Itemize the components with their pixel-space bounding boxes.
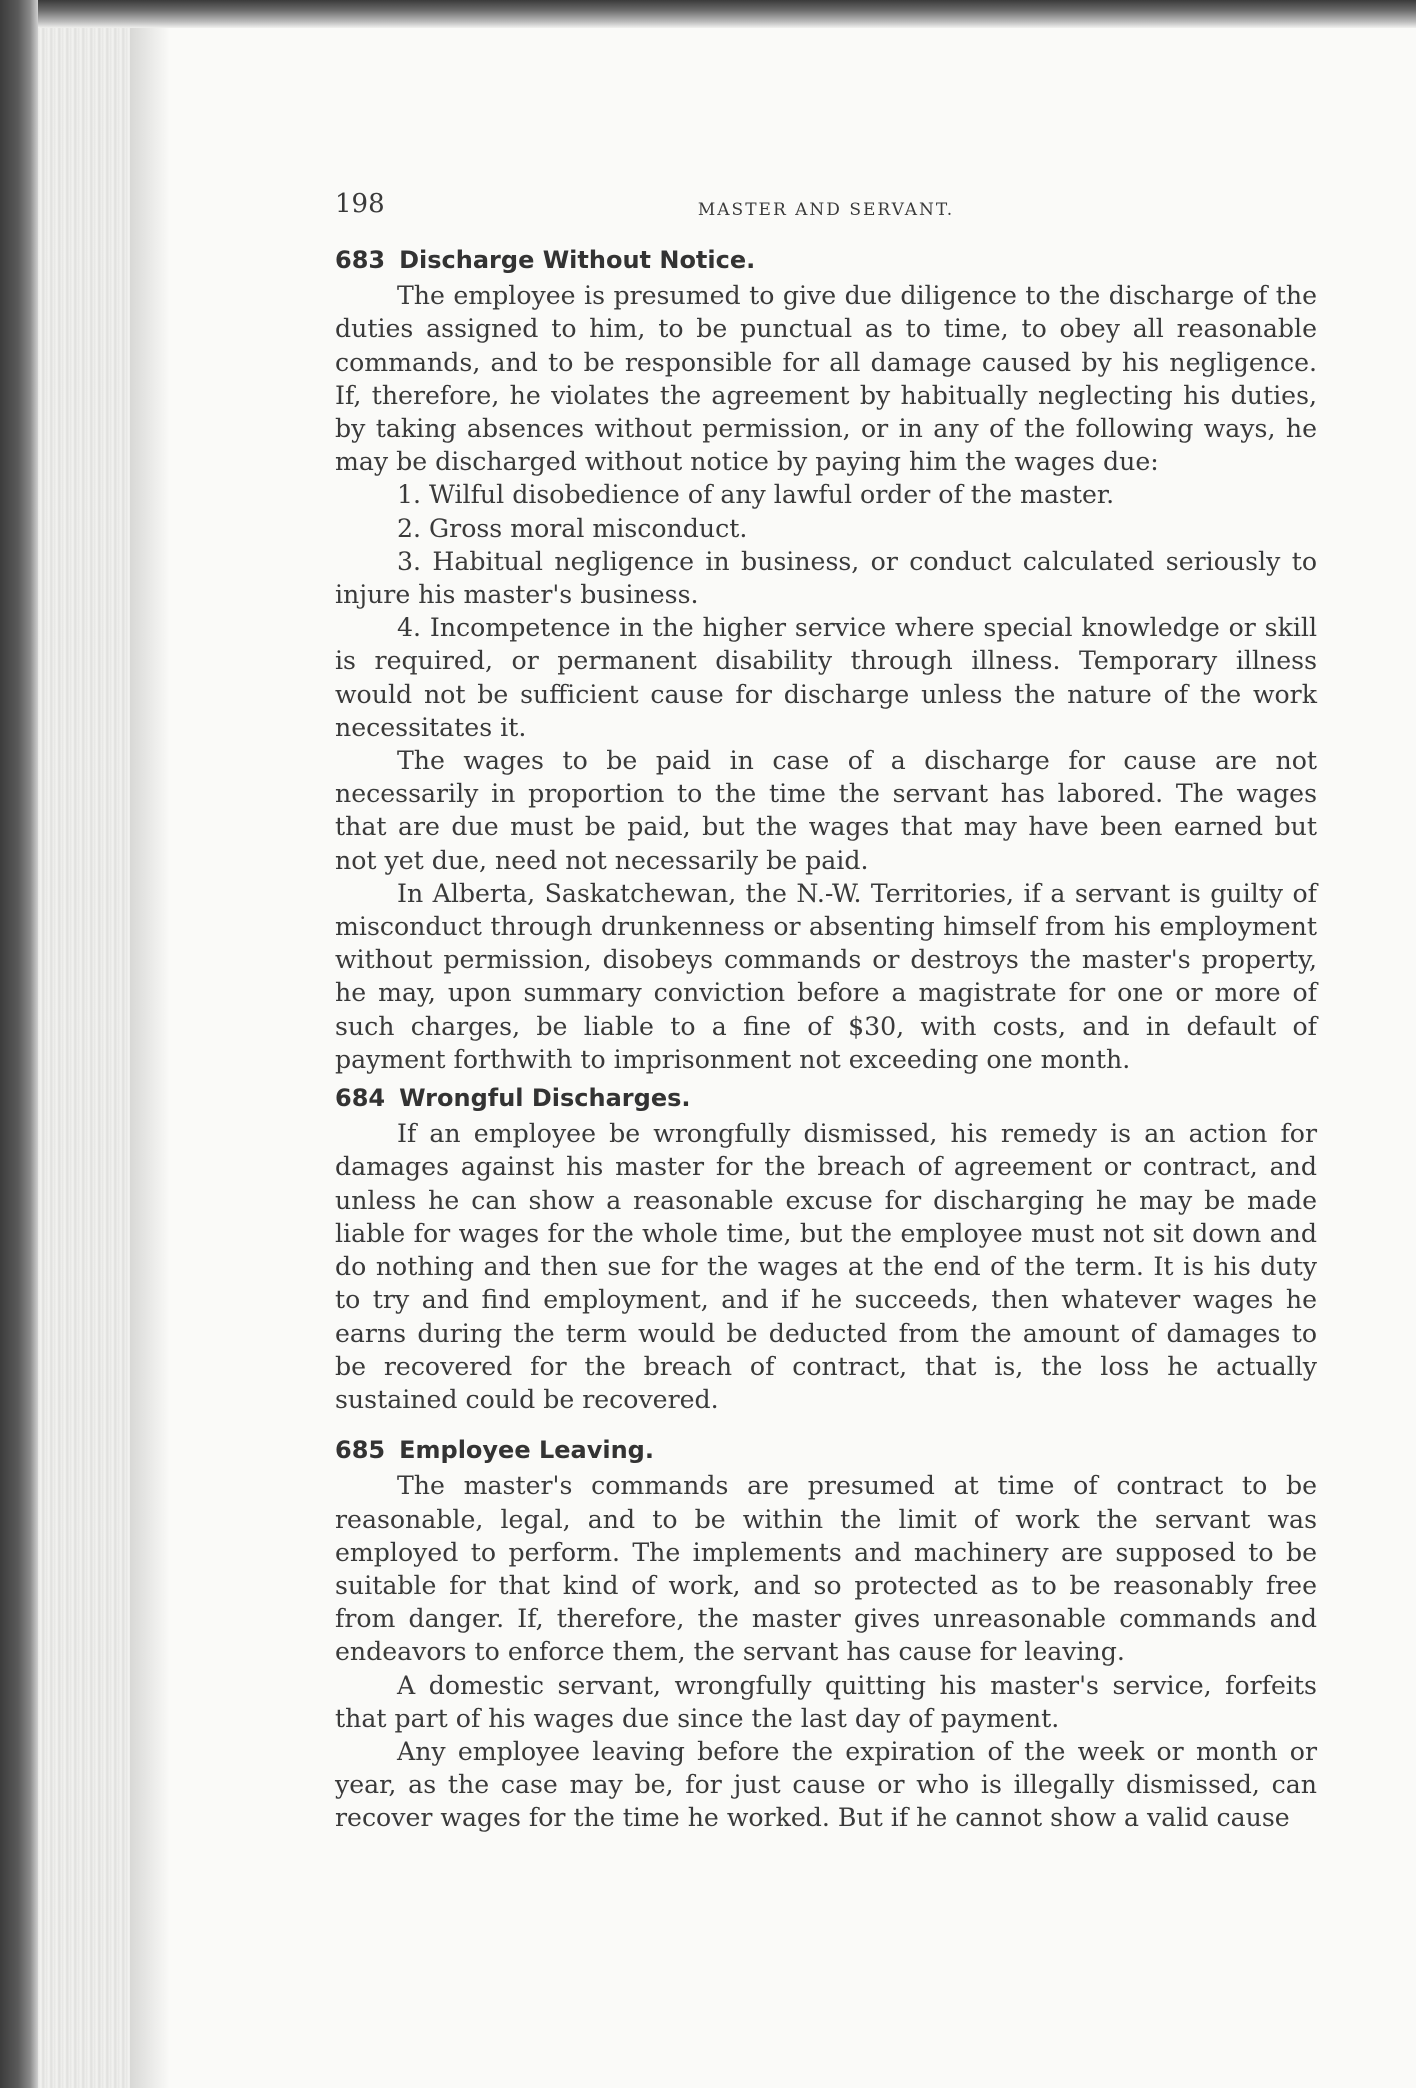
paragraph: In Alberta, Saskatchewan, the N.-W. Territories, if a servant is guilty of misconduct through drunkenness or absenting himself from his employment without permission, disobeys commands or destroys the master's property, he may, upon summary conviction before a magistrate for one or more of such charges, be liable to a fine of $30, with costs, and in default of payment forthwith to imprisonment not exceeding one month. xyxy=(335,878,1317,1074)
running-title: MASTER AND SERVANT. xyxy=(697,200,955,220)
section-number: 684 xyxy=(335,1084,386,1113)
section-685 xyxy=(335,1434,1317,1834)
paragraph: Any employee leaving before the expiration of the week or month or year, as the case may be, for just cause or who is illegally dismissed, can recover wages for the time he worked. But if he cannot show a valid cause xyxy=(335,1736,1317,1833)
paragraph: If an employee be wrongfully dismissed, his remedy is an action for damages against his master for the breach of agreement or contract, and unless he can show a reasonable excuse for discharging he may be made liable for wages for the whole time, but the employee must not sit down and do nothing and then sue for the wages at the end of the term. It is his duty to try and find employment, and if he succeeds, then whatever wages he earns during the term would be deducted from the amount of damages to be recovered for the breach of contract, that is, the loss he actually sustained could be recovered. xyxy=(335,1119,1317,1414)
scan-top-border xyxy=(0,0,1416,28)
book-page-edges xyxy=(38,28,138,2088)
section-heading xyxy=(335,1082,1317,1115)
page-number: 198 xyxy=(335,189,385,219)
list-item: 2. Gross moral misconduct. xyxy=(397,513,748,543)
paragraph: A domestic servant, wrongfully quitting his master's service, forfeits that part of his wages due since the last day of payment. xyxy=(335,1670,1317,1733)
list-item: 4. Incompetence in the higher service where special knowledge or skill is required, or permanent disability through illness. Temporary illness would not be sufficient cause for discharge unless the nature of the work necessitates it. xyxy=(335,613,1317,742)
section-number: 685 xyxy=(335,1436,386,1465)
scan-left-border xyxy=(0,0,38,2088)
section-684 xyxy=(335,1082,1317,1416)
paragraph: The master's commands are presumed at time of contract to be reasonable, legal, and to be within the limit of work the servant was employed to perform. The implements and machinery are supposed to be suitable for that kind of work, and so protected as to be reasonably free from danger. If, therefore, the master gives unreasonable commands and endeavors to enforce them, the servant has cause for leaving. xyxy=(335,1471,1317,1667)
section-title: Discharge Without Notice. xyxy=(399,246,756,274)
section-number: 683 xyxy=(335,246,386,274)
section-title: Employee Leaving. xyxy=(399,1436,654,1465)
list-item: 1. Wilful disobedience of any lawful order of the master. xyxy=(397,480,1115,510)
section-heading xyxy=(335,1434,1317,1467)
section-683 xyxy=(335,244,1317,1076)
gutter-shadow xyxy=(130,28,170,2088)
book-page xyxy=(335,188,1317,1835)
paragraph: The wages to be paid in case of a discharge for cause are not necessarily in proportion to the time the servant has labored. The wages that are due must be paid, but the wages that may have been earned but not yet due, need not necessarily be paid. xyxy=(335,746,1317,875)
running-head xyxy=(335,188,1317,238)
paragraph: The employee is presumed to give due diligence to the discharge of the duties assigned to him, to be punctual as to time, to obey all reasonable commands, and to be responsible for all damage caused by his negligence. If, therefore, he violates the agreement by habitually neglecting his duties, by taking absences without permission, or in any of the following ways, he may be discharged without notice by paying him the wages due: xyxy=(335,281,1317,477)
list-item: 3. Habitual negligence in business, or conduct calculated seriously to injure his master's business. xyxy=(335,546,1317,610)
section-heading xyxy=(335,244,1317,277)
section-title: Wrongful Discharges. xyxy=(399,1084,691,1113)
